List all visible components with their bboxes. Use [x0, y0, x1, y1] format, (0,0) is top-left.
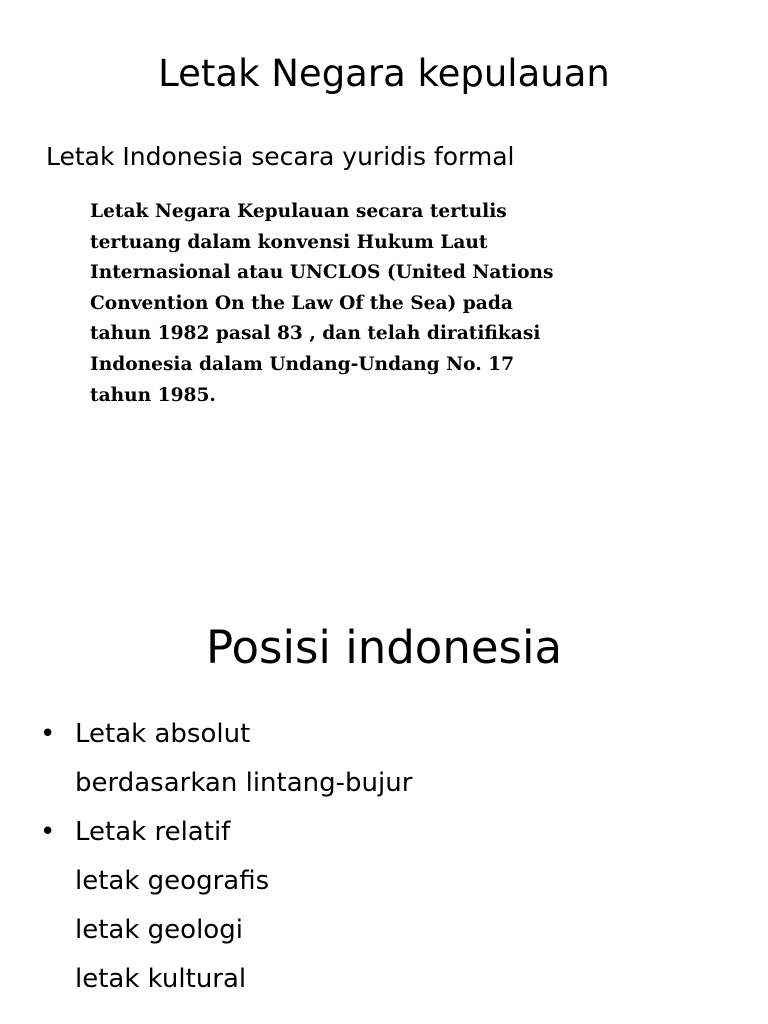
list-item-text: letak geografis [75, 866, 270, 896]
list-item-text: berdasarkan lintang-bujur [75, 768, 413, 798]
body-line: tahun 1982 pasal 83 , dan telah diratifikasi [90, 323, 541, 345]
list-item-text: letak geologi [75, 915, 243, 945]
bullet-icon: • [40, 817, 56, 847]
list-item [40, 906, 412, 955]
body-line: Letak Negara Kepulauan secara tertulis [90, 201, 507, 222]
bullet-icon: • [40, 719, 56, 749]
slide-posisi-indonesia [0, 512, 768, 1024]
list-item [40, 808, 412, 857]
body-line: tertuang dalam konvensi Hukum Laut [90, 231, 488, 253]
body-line: Indonesia dalam Undang-Undang No. 17 [90, 353, 515, 375]
body-paragraph [90, 197, 650, 411]
slide-subtitle: Letak Indonesia secara yuridis formal [46, 142, 515, 171]
list-item-text: Letak relatif [75, 817, 231, 847]
list-item [40, 955, 412, 1004]
list-item [40, 710, 412, 759]
bullet-list [40, 710, 412, 1004]
body-line: Convention On the Law Of the Sea) pada [90, 292, 513, 314]
slide-title: Posisi indonesia [205, 621, 563, 674]
body-line: Internasional atau UNCLOS (United Nations [90, 262, 554, 284]
body-line: tahun 1985. [90, 384, 216, 406]
list-item [40, 759, 412, 808]
list-item [40, 857, 412, 906]
list-item-text: letak kultural [75, 964, 247, 994]
slide-title: Letak Negara kepulauan [158, 52, 610, 95]
list-item-text: Letak absolut [75, 719, 251, 749]
